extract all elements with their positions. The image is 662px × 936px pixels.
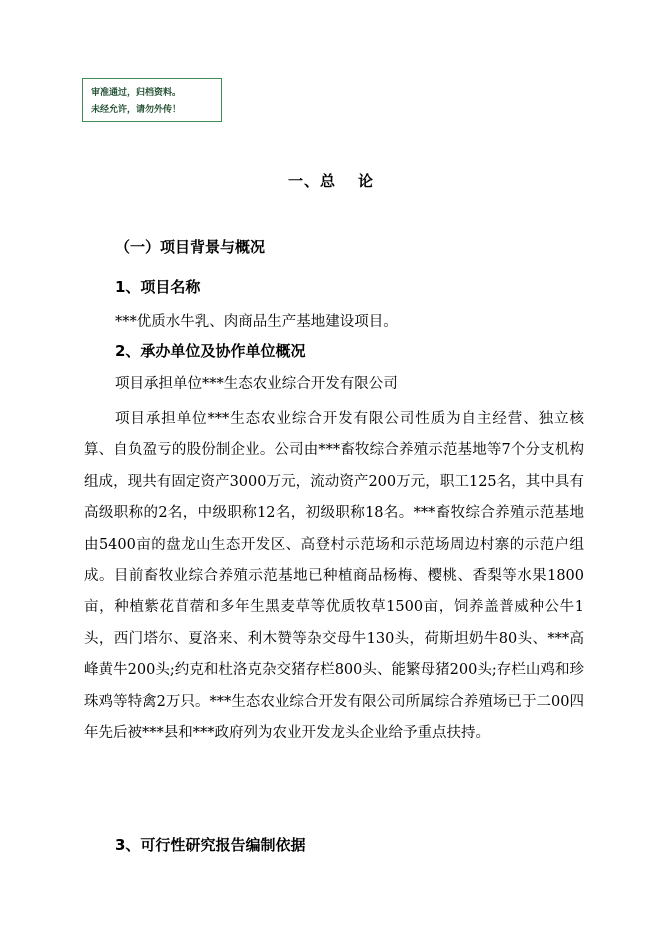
- organization-text: 项目承担单位***生态农业综合开发有限公司: [115, 376, 398, 392]
- approval-stamp: [82, 78, 222, 122]
- stamp-line-1: 审准通过，归档资料。: [91, 88, 182, 98]
- item-heading-organization: 2、承办单位及协作单位概况: [115, 342, 306, 360]
- section-title: （一）项目背景与概况: [115, 238, 266, 256]
- item-heading-basis: 3、可行性研究报告编制依据: [115, 836, 306, 854]
- chapter-title: [0, 170, 662, 191]
- chapter-word: 论: [358, 172, 375, 190]
- project-name-text: ***优质水牛乳、肉商品生产基地建设项目。: [115, 314, 398, 330]
- item-heading-project-name: 1、项目名称: [115, 278, 201, 296]
- chapter-number: 一、总: [287, 172, 336, 190]
- body-paragraph: 项目承担单位***生态农业综合开发有限公司性质为自主经营、独立核算、自负盈亏的股份制企业。公司由***畜牧综合养殖示范基地等7个分支机构组成，现共有固定资产3000万元，流动资产200万元，职工125名，其中具有高级职称的2名，中级职称12名，初级职称18名。***畜牧综合养殖示范基地由5400亩的盘龙山生态开发区、高登村示范场和示范场周边村寨的示范户组成。目前畜牧业综合养殖示范基地已种植商品杨梅、樱桃、香梨等水果1800亩，种植紫花苜蓿和多年生黑麦草等优质牧草1500亩，饲养盖普威种公牛1头，西门塔尔、夏洛来、利木赞等杂交母牛130头，荷斯坦奶牛80头、***高峰黄牛200头;约克和杜洛克杂交猪存栏800头、能繁母猪200头;存栏山鸡和珍珠鸡等特禽2万只。***生态农业综合开发有限公司所属综合养殖场已于二00四年先后被***县和***政府列为农业开发龙头企业给予重点扶持。: [84, 411, 584, 742]
- stamp-line-2: 未经允许，请勿外传！: [91, 105, 182, 115]
